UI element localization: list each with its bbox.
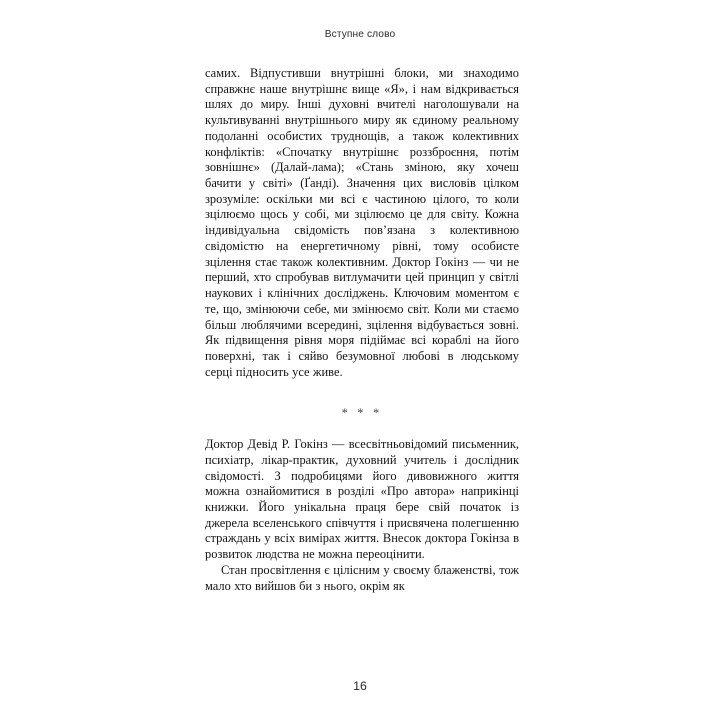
page-number: 16 bbox=[353, 679, 367, 693]
running-head: Вступне слово bbox=[324, 29, 396, 40]
paragraph-continued: самих. Відпустивши внутрішні блоки, ми знаходимо справжнє наше внутрішнє вище «Я», і нам відкривається шлях до миру. Інші духовні вчителі наголошували на культивуванні внутрішнього миру як єдиному реальному подоланні особистих труднощів, а також колективних конфліктів: «Спочатку внутрішнє роззброєння, потім зовнішнє» (Далай-лама); «Стань зміною, яку хочеш бачити у світі» (Ґанді). Значення цих висловів цілком зрозуміле: оскільки ми всі є частиною цілого, то коли зцілюємо щось у собі, ми зцілюємо це для світу. Кожна індивідуальна свідомість пов’язана з колективною свідомістю на енергетичному рівні, тому особисте зцілення стає також колективним. Доктор Гокінз — чи не перший, хто спробував витлумачити цей принцип у світлі наукових і клінічних досліджень. Ключовим моментом є те, що, змінюючи себе, ми змінюємо світ. Коли ми стаємо більш люблячими всередині, зцілення відбувається зовні. Як підвищення рівня моря підіймає всі кораблі на його поверхні, так і сяйво безумовної любові в людському серці підносить усе живе. bbox=[205, 66, 519, 379]
paragraph-enlightenment: Стан просвітлення є цілісним у своєму блаженстві, тож мало хто вийшов би з нього, окрім як bbox=[205, 562, 519, 593]
paragraph-author-bio: Доктор Девід Р. Гокінз — всесвітньовідомий письменник, психіатр, лікар-практик, духовний учитель і дослідник свідомості. З подробицями його дивовижного життя можна ознайомитися в розділі «Про автора» наприкінці книжки. Його унікальна праця бере свій початок із джерела вселенського співчуття і присвячена полегшенню страждань у всіх вимірах життя. Внесок доктора Гокінза в розвиток людства не можна переоцінити. bbox=[205, 437, 519, 562]
spacer-below-separator bbox=[205, 422, 519, 437]
spacer-above-separator bbox=[205, 380, 519, 406]
asterisk-separator: * * * bbox=[341, 406, 383, 421]
text-column bbox=[205, 66, 519, 594]
